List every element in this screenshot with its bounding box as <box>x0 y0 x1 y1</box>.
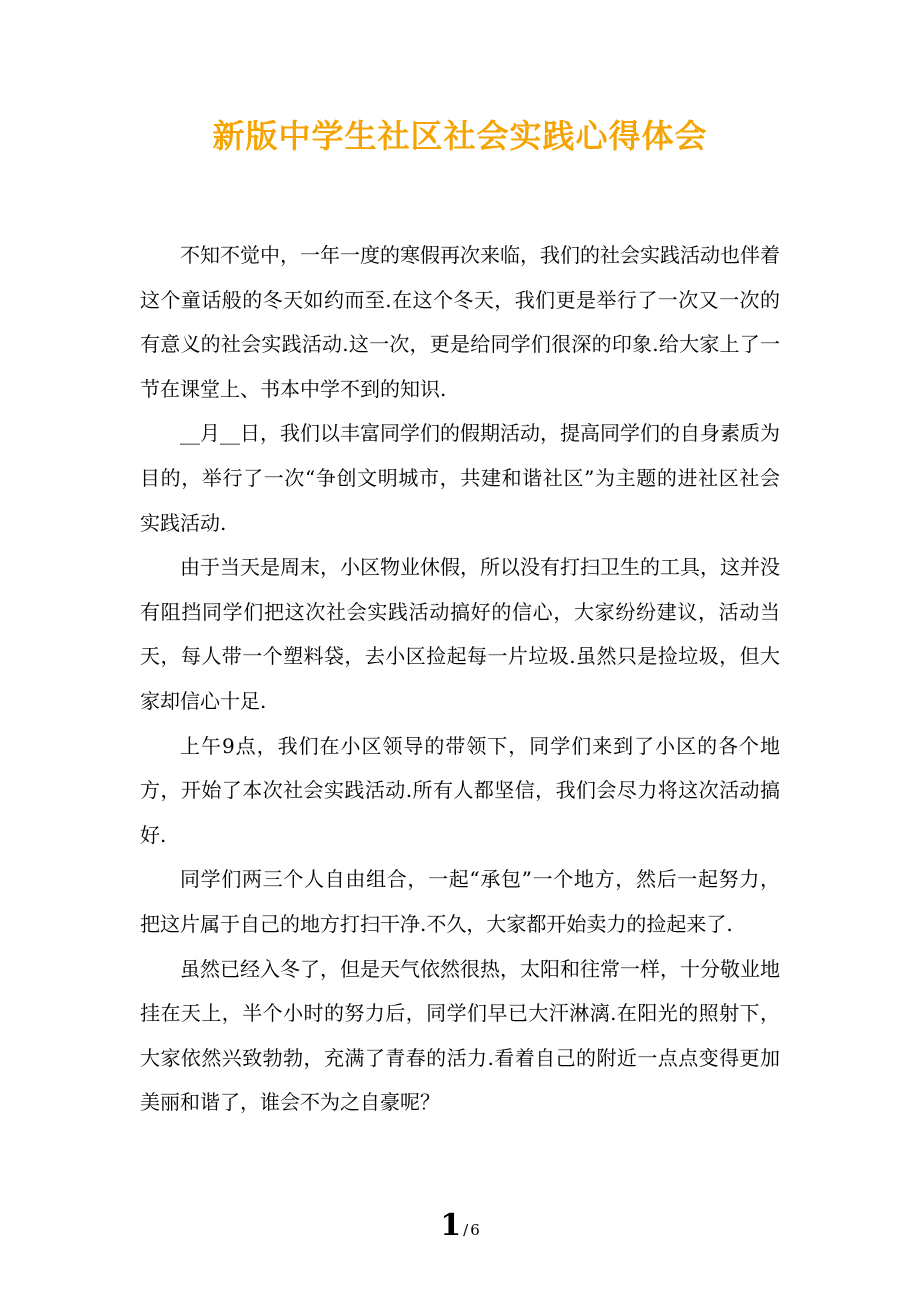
page-number-current: 1 <box>440 1208 462 1243</box>
page-footer <box>0 1206 920 1250</box>
page-number-separator: / <box>463 1221 469 1239</box>
paragraph: 由于当天是周末，小区物业休假，所以没有打扫卫生的工具，这并没有阻挡同学们把这次社会实践活动搞好的信心，大家纷纷建议，活动当天，每人带一个塑料袋，去小区捡起每一片垃圾.虽然只是捡垃圾，但大家却信心十足. <box>140 555 780 713</box>
document-body <box>140 233 780 1125</box>
document-title: 新版中学生社区社会实践心得体会 <box>212 117 708 155</box>
paragraph: 上午9点，我们在小区领导的带领下，同学们来到了小区的各个地方，开始了本次社会实践活动.所有人都坚信，我们会尽力将这次活动搞好. <box>140 733 780 847</box>
paragraph: 不知不觉中，一年一度的寒假再次来临，我们的社会实践活动也伴着这个童话般的冬天如约而至.在这个冬天，我们更是举行了一次又一次的有意义的社会实践活动.这一次，更是给同学们很深的印象.给大家上了一节在课堂上、书本中学不到的知识. <box>140 243 780 401</box>
paragraph: 虽然已经入冬了，但是天气依然很热，太阳和往常一样，十分敬业地挂在天上，半个小时的努力后，同学们早已大汗淋漓.在阳光的照射下，大家依然兴致勃勃，充满了青春的活力.看着自己的附近一点点变得更加美丽和谐了，谁会不为之自豪呢？ <box>140 956 780 1115</box>
paragraph: __月__日，我们以丰富同学们的假期活动，提高同学们的自身素质为目的，举行了一次“争创文明城市，共建和谐社区”为主题的进社区社会实践活动. <box>140 421 780 535</box>
page-number-total: 6 <box>470 1221 480 1239</box>
paragraph: 同学们两三个人自由组合，一起“承包”一个地方，然后一起努力，把这片属于自己的地方打扫干净.不久，大家都开始卖力的捡起来了. <box>140 867 780 936</box>
